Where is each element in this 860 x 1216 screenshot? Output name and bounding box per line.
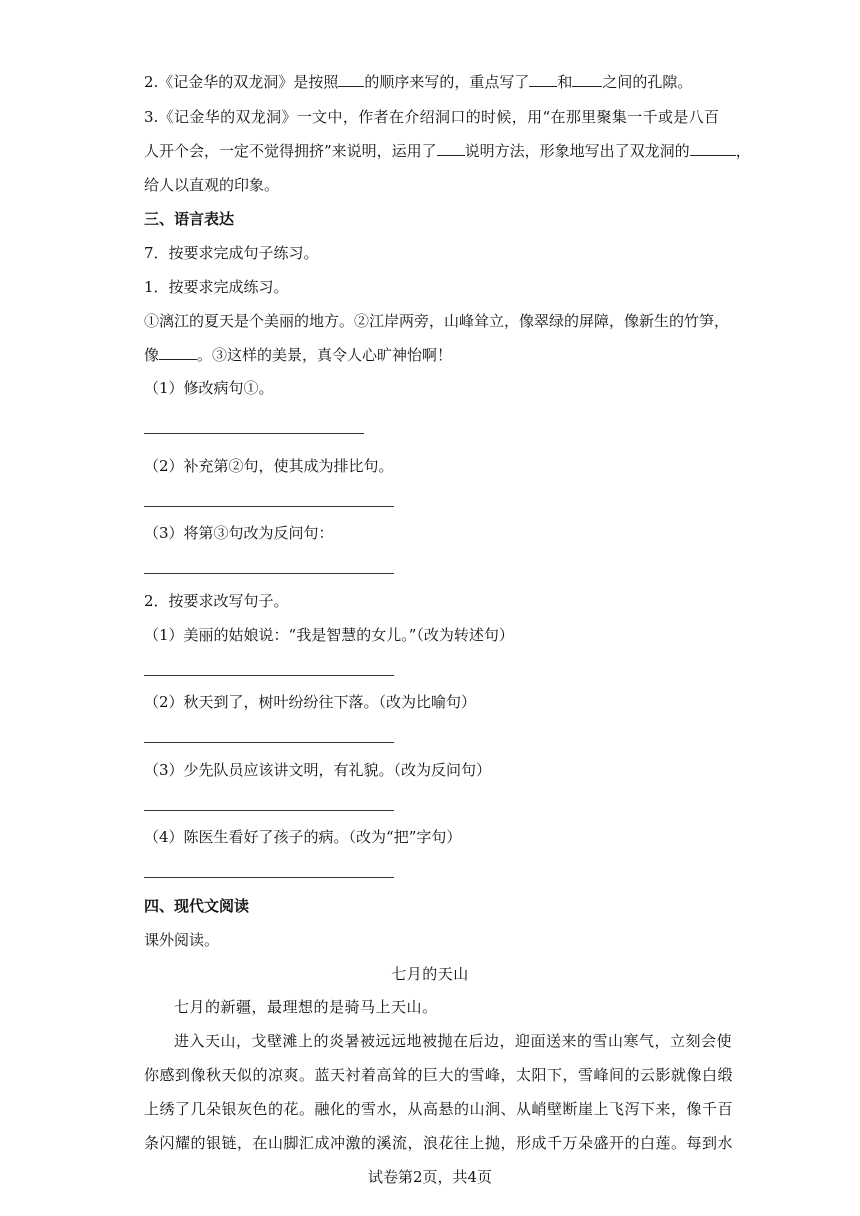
answer-line[interactable]: [144, 573, 394, 574]
reading-intro: 课外阅读。: [144, 931, 220, 949]
answer-line[interactable]: [144, 877, 394, 878]
answer-blank[interactable]: [159, 345, 197, 360]
answer-line[interactable]: [144, 506, 394, 507]
answer-line[interactable]: [144, 742, 394, 743]
subquestion-1: 1．按要求完成练习。: [144, 278, 289, 296]
question-3-line2: 人开个会，一定不觉得拥挤”来说明，运用了 说明方法，形象地写出了双龙洞的 ，: [144, 142, 751, 160]
passage-paragraph-1: 七月的新疆，最理想的是骑马上天山。: [174, 998, 438, 1016]
task-item: （1）美丽的姑娘说：“我是智慧的女儿。”（改为转述句）: [144, 626, 514, 644]
answer-line[interactable]: [144, 675, 394, 676]
passage-line: 上绣了几朵银灰色的花。融化的雪水，从高悬的山涧、从峭壁断崖上飞泻下来，像千百: [144, 1100, 734, 1118]
subquestion-2: 2．按要求改写句子。: [144, 592, 289, 610]
sentence-line-2: 像 。③这样的美景，真令人心旷神怡啊！: [144, 346, 453, 364]
task-item: （2）补充第②句，使其成为排比句。: [144, 457, 394, 475]
question-7: 7．按要求完成句子练习。: [144, 244, 319, 262]
answer-line[interactable]: [144, 433, 364, 434]
task-item: （3）将第③句改为反问句：: [144, 524, 334, 542]
passage-title: 七月的天山: [391, 965, 469, 983]
passage-line: 进入天山，戈壁滩上的炎暑被远远地被抛在后边，迎面送来的雪山寒气，立刻会使: [174, 1032, 733, 1050]
page-footer: 试卷第2页，共4页: [367, 1168, 493, 1186]
task-item: （1）修改病句①。: [144, 379, 274, 397]
answer-blank[interactable]: [437, 141, 465, 156]
task-item: （2）秋天到了，树叶纷纷往下落。（改为比喻句）: [144, 693, 477, 711]
answer-line[interactable]: [144, 810, 394, 811]
section-heading-language: 三、语言表达: [144, 210, 235, 228]
question-3-line3: 给人以直观的印象。: [144, 176, 280, 194]
task-item: （3）少先队员应该讲文明，有礼貌。（改为反问句）: [144, 761, 492, 779]
question-3-line1: 3.《记金华的双龙洞》一文中，作者在介绍洞口的时候，用“在那里聚集一千或是八百: [144, 108, 719, 126]
answer-blank[interactable]: [338, 72, 364, 87]
answer-blank[interactable]: [529, 72, 557, 87]
passage-line: 条闪耀的银链，在山脚汇成冲激的溪流，浪花往上抛，形成千万朵盛开的白莲。每到水: [144, 1134, 734, 1152]
answer-blank[interactable]: [690, 141, 736, 156]
passage-line: 你感到像秋天似的凉爽。蓝天衬着高耸的巨大的雪峰，太阳下，雪峰间的云影就像白缎: [144, 1066, 734, 1084]
section-heading-reading: 四、现代文阅读: [144, 897, 250, 915]
answer-blank[interactable]: [572, 72, 602, 87]
task-item: （4）陈医生看好了孩子的病。（改为“把”字句）: [144, 828, 462, 846]
question-2: 2.《记金华的双龙洞》是按照 的顺序来写的，重点写了 和 之间的孔隙。: [144, 73, 693, 91]
sentence-line-1: ①漓江的夏天是个美丽的地方。②江岸两旁，山峰耸立，像翠绿的屏障，像新生的竹笋，: [144, 312, 730, 330]
